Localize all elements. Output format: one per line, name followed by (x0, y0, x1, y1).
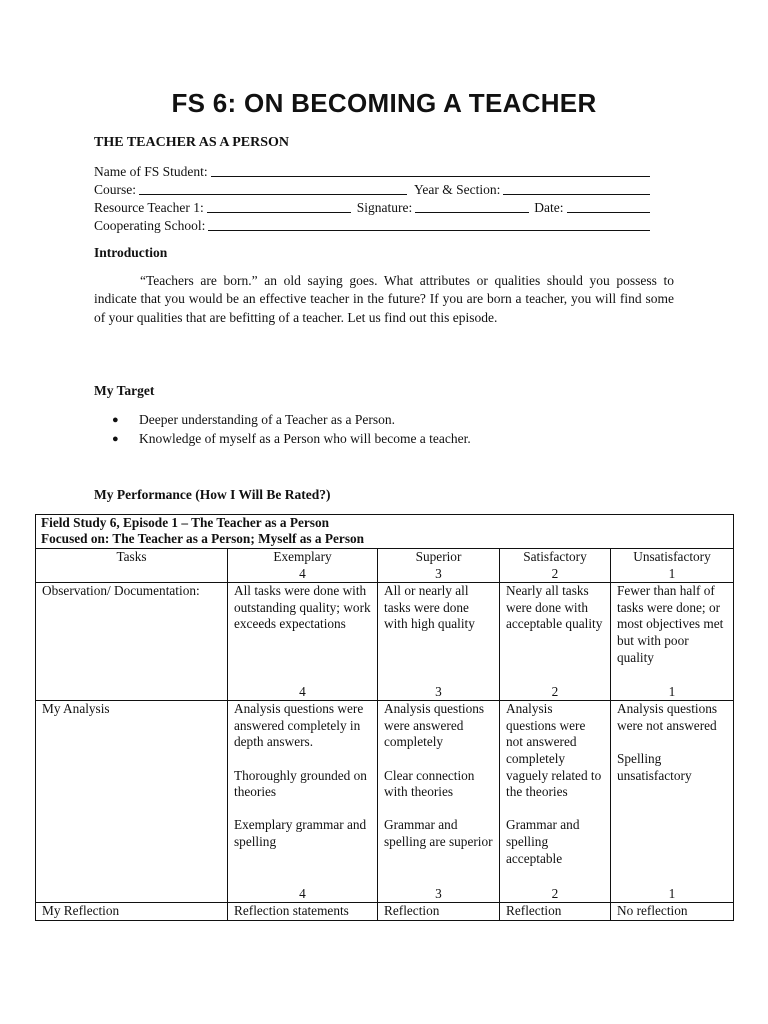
year-section-label: Year & Section: (414, 182, 501, 197)
student-name-label: Name of FS Student: (94, 164, 208, 179)
column-header: Unsatisfactory 1 (611, 549, 734, 583)
table-row (36, 583, 734, 701)
course-field[interactable] (139, 180, 407, 195)
table-row (36, 903, 734, 921)
signature-field[interactable] (415, 198, 529, 213)
rubric-cell: Nearly all tasks were done with acceptable quality 2 (500, 583, 611, 701)
target-item-text: Knowledge of myself as a Person who will become a teacher. (139, 430, 471, 446)
introduction-heading: Introduction (94, 245, 168, 260)
target-list (94, 410, 471, 448)
table-focus: Focused on: The Teacher as a Person; Myself as a Person (41, 531, 365, 546)
resource-teacher-row (94, 198, 650, 216)
rubric-cell: All or nearly all tasks were done with high quality 3 (378, 583, 500, 701)
course-label: Course: (94, 182, 136, 197)
list-item (94, 429, 471, 448)
table-title: Field Study 6, Episode 1 – The Teacher as a Person (41, 515, 330, 530)
target-item-text: Deeper understanding of a Teacher as a Person. (139, 411, 395, 427)
signature-label: Signature: (356, 200, 413, 215)
list-item (94, 410, 471, 429)
resource-teacher-field[interactable] (207, 198, 351, 213)
rubric-cell: Reflection (500, 903, 611, 921)
table-header-row (36, 515, 734, 549)
year-section-field[interactable] (503, 180, 650, 195)
rubric-cell: Analysis questions were not answered completely vaguely related to the theories Grammar and spelling acceptable 2 (500, 701, 611, 903)
target-heading: My Target (94, 383, 155, 398)
column-header-row (36, 549, 734, 583)
bullet-icon: ● (112, 413, 119, 426)
introduction-body: “Teachers are born.” an old saying goes. What attributes or qualities should you possess to indicate that you would be an effective teacher in the future? If you are born a teacher, you will find some of your qualities that are befitting of a teacher. Let us find out this episode. (94, 273, 674, 325)
column-header: Exemplary 4 (228, 549, 378, 583)
column-header: Tasks (36, 549, 228, 583)
rubric-cell: Reflection (378, 903, 500, 921)
page-title: FS 6: ON BECOMING A TEACHER (171, 88, 597, 118)
course-row (94, 180, 650, 198)
rubric-cell: Analysis questions were answered completely in depth answers. Thoroughly grounded on theories Exemplary grammar and spelling 4 (228, 701, 378, 903)
section-heading: THE TEACHER AS A PERSON (94, 135, 290, 150)
column-header: Superior 3 (378, 549, 500, 583)
task-cell: My Analysis (36, 701, 228, 903)
rubric-cell: Fewer than half of tasks were done; or most objectives met but with poor quality 1 (611, 583, 734, 701)
rubric-cell: All tasks were done with outstanding quality; work exceeds expectations 4 (228, 583, 378, 701)
cooperating-school-field[interactable] (208, 216, 650, 231)
table-row (36, 701, 734, 903)
rubric-cell: Reflection statements (228, 903, 378, 921)
student-name-row (94, 162, 650, 180)
column-header: Satisfactory 2 (500, 549, 611, 583)
rubric-table (35, 514, 734, 921)
table-title-cell (36, 515, 734, 549)
rubric-cell: Analysis questions were not answered Spelling unsatisfactory 1 (611, 701, 734, 903)
rubric-cell: No reflection (611, 903, 734, 921)
introduction-text (94, 272, 674, 327)
task-cell: My Reflection (36, 903, 228, 921)
date-label: Date: (534, 200, 564, 215)
rubric-cell: Analysis questions were answered completely Clear connection with theories Grammar and spelling are superior 3 (378, 701, 500, 903)
cooperating-school-label: Cooperating School: (94, 218, 206, 233)
resource-teacher-label: Resource Teacher 1: (94, 200, 204, 215)
date-field[interactable] (567, 198, 650, 213)
performance-heading: My Performance (How I Will Be Rated?) (94, 487, 331, 502)
task-cell: Observation/ Documentation: (36, 583, 228, 701)
cooperating-school-row (94, 216, 650, 234)
student-name-field[interactable] (211, 162, 650, 177)
bullet-icon: ● (112, 432, 119, 445)
